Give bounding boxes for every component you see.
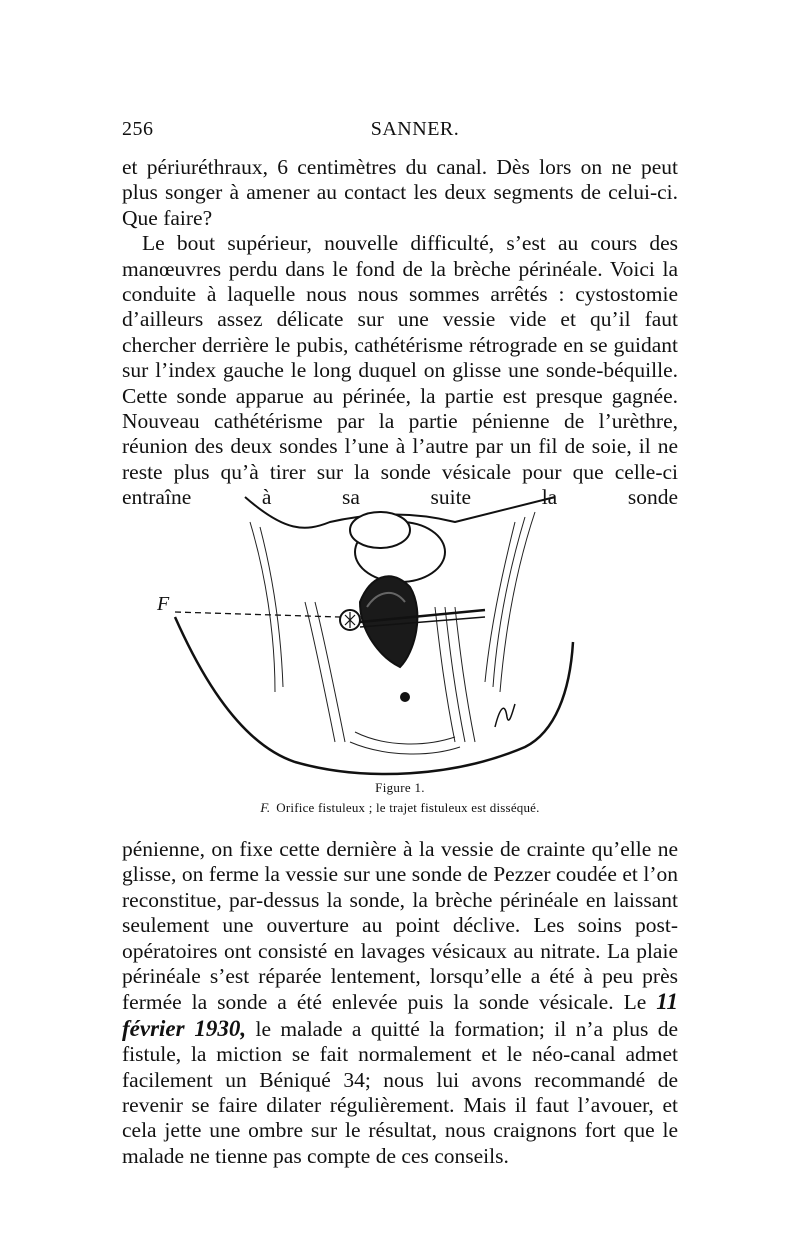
anus-mark xyxy=(400,692,410,702)
upper-mass-lobe xyxy=(350,512,410,548)
anatomical-figure xyxy=(155,492,575,777)
figure-title: Figure 1. xyxy=(375,780,425,795)
paragraph xyxy=(122,837,678,1169)
paragraph: et périuréthraux, 6 centimètres du canal. Dès lors on ne peut plus songer à amener au contact les deux segments de celui-ci. Que faire? xyxy=(122,155,678,230)
text-block-top xyxy=(122,155,678,511)
artist-signature xyxy=(495,704,515,727)
caption-text: Orifice fistuleux ; le trajet fistuleux est disséqué. xyxy=(276,800,540,815)
pointer-line xyxy=(175,612,340,617)
perineum-illustration xyxy=(155,492,575,777)
figure-caption xyxy=(0,800,800,816)
page-number: 256 xyxy=(122,118,154,140)
paragraph-text: pénienne, on fixe cette dernière à la vessie de crainte qu’elle ne glisse, on ferme la vessie sur une sonde de Pezzer coudée et l’on reconstitue, par-dessus la sonde, la brèche périnéale en laissant seulement une ouverture au point déclive. Les soins post-opératoires ont consisté en lavages vésicaux au nitrate. La plaie périnéale s’est réparée lentement, lorsqu’elle a été à peu près fermée la sonde a été enlevée puis la sonde vésicale. Le xyxy=(122,837,678,1015)
caption-label: F. xyxy=(260,800,271,815)
running-title: SANNER. xyxy=(370,118,460,140)
date-text: 11 février 1930, xyxy=(122,989,678,1041)
text-block-bottom xyxy=(122,837,678,1169)
paragraph-text: le malade a quitté la formation; il n’a plus de fistule, la miction se fait normalement et le néo-canal admet facilement un Béniqué 34; nous lui avons recommandé de revenir se faire dilater régulièrement. Mais il faut l’avouer, et cela jette une ombre sur le résultat, nous craignons fort que le malade ne tienne pas compte de ces conseils. xyxy=(122,1016,679,1168)
paragraph: Le bout supérieur, nouvelle difficulté, s’est au cours des manœuvres perdu dans le fond de la brèche périnéale. Voici la conduite à laquelle nous nous sommes arrêtés : cystostomie d’ailleurs assez délicate sur une vessie vide et qu’il faut chercher derrière le pubis, cathétérisme rétrograde en se guidant sur l’index gauche le long duquel on glisse une sonde-béquille. Cette sonde apparue au périnée, la partie est presque gagnée. Nouveau cathétérisme par la partie pénienne de l’urèthre, réunion des deux sondes l’une à l’autre par un fil de soie, il ne reste plus qu’à tirer sur la sonde vésicale pour que celle-ci entraîne à sa suite la sonde xyxy=(122,231,678,510)
page-header xyxy=(122,118,678,148)
figure-label-f: F xyxy=(157,593,170,615)
